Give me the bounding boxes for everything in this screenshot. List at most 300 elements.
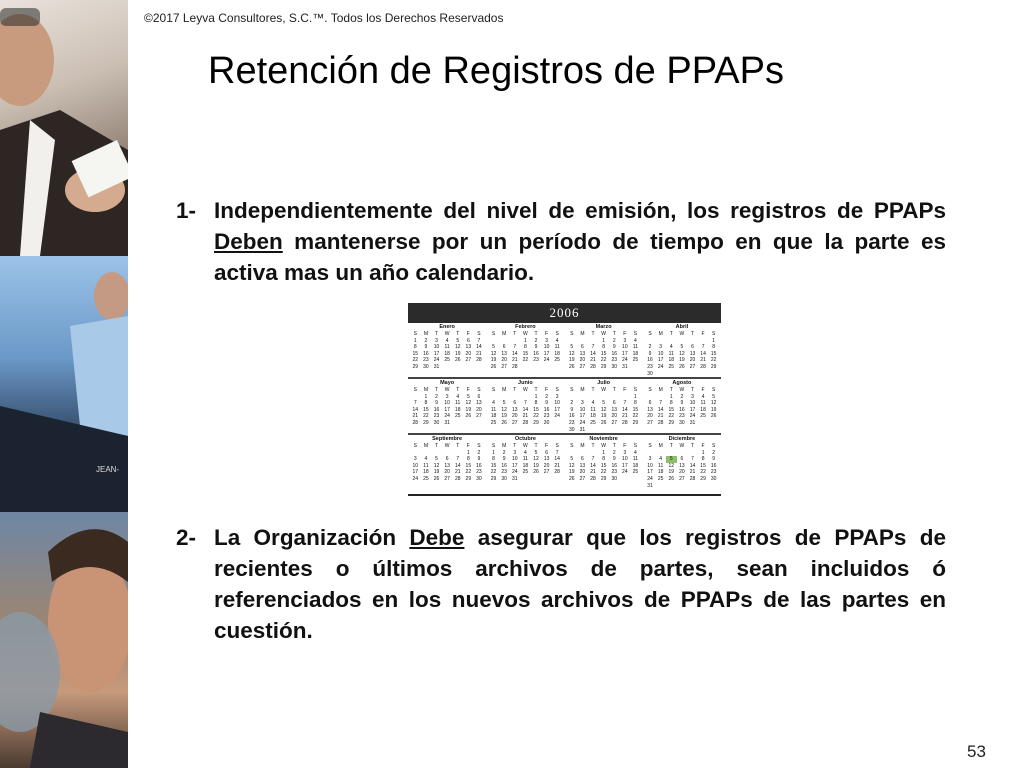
calendar-day: 13	[501, 350, 507, 357]
calendar-day: 8	[534, 400, 538, 407]
calendar-day: 25	[444, 357, 450, 364]
calendar-day: 1	[466, 449, 470, 456]
calendar-day: 22	[700, 469, 706, 476]
calendar-day: 13	[579, 462, 586, 469]
calendar-day: 18	[657, 469, 664, 476]
calendar-month	[486, 435, 564, 491]
calendar-day: 25	[490, 419, 497, 426]
calendar-day: 19	[569, 469, 575, 476]
calendar-day: 27	[611, 419, 617, 426]
calendar-day: 12	[465, 400, 472, 407]
calendar-day: 16	[433, 406, 440, 413]
calendar-day: 27	[689, 363, 696, 370]
calendar-day: 18	[668, 357, 675, 364]
calendar-day: 24	[511, 469, 518, 476]
calendar-day: 19	[533, 462, 539, 469]
calendar-day: 13	[689, 350, 696, 357]
calendar-day: 24	[554, 413, 560, 420]
calendar-day: 14	[476, 344, 482, 351]
calendar-day: 11	[444, 344, 450, 351]
calendar-day: 3	[413, 456, 417, 463]
calendar-day: 26	[533, 469, 539, 476]
calendar-day: 8	[669, 400, 673, 407]
calendar-day: 18	[522, 462, 529, 469]
calendar-day: 14	[700, 350, 706, 357]
calendar-day: 5	[570, 344, 574, 351]
calendar-day: 1	[492, 449, 495, 456]
calendar-day: 24	[543, 357, 550, 364]
calendar-day: 15	[465, 462, 472, 469]
calendar-day: 5	[466, 393, 470, 400]
calendar-day: 14	[554, 456, 560, 463]
calendar-day: 16	[543, 406, 550, 413]
calendar-day: 19	[490, 357, 497, 364]
calendar-day: 6	[581, 344, 584, 351]
calendar-day: 21	[700, 357, 706, 364]
calendar-day: 19	[600, 413, 607, 420]
calendar-day: 17	[657, 357, 664, 364]
calendar-day: 26	[710, 413, 717, 420]
weekday-label: M	[502, 443, 507, 449]
calendar-day: 4	[634, 449, 637, 456]
photo-woman-phone	[0, 256, 128, 512]
calendar-month	[486, 379, 564, 435]
calendar-day: 11	[522, 456, 528, 463]
calendar-month	[486, 323, 564, 379]
calendar-day: 11	[632, 344, 639, 351]
calendar-day: 14	[522, 406, 529, 413]
item-text: La Organización Debe asegurar que los registros de PPAPs de recientes o últimos archivos de partes, sean incluidos ó referenciados en los nuevos archivos de PPAPs de las partes en cuestión.	[214, 525, 946, 643]
weekday-label: F	[701, 387, 705, 393]
calendar-day: 15	[710, 350, 717, 357]
calendar-month	[565, 379, 643, 435]
calendar-day: 19	[454, 350, 461, 357]
calendar-day: 22	[465, 469, 472, 476]
calendar-day: 10	[579, 406, 586, 413]
calendar-day: 4	[555, 337, 559, 344]
calendar-day: 27	[501, 363, 507, 370]
weekday-label: S	[491, 331, 496, 337]
underlined-word: Deben	[214, 229, 283, 254]
calendar-day: 23	[543, 413, 550, 420]
calendar-day: 26	[679, 363, 685, 370]
calendar-day: 28	[454, 475, 461, 482]
calendar-day: 9	[424, 344, 428, 351]
weekday-label: F	[545, 331, 549, 337]
calendar-day: 27	[476, 413, 482, 420]
calendar-day: 17	[622, 350, 628, 357]
weekday-label: S	[648, 443, 652, 449]
calendar-day: 10	[622, 344, 628, 351]
calendar-day: 13	[444, 462, 450, 469]
calendar-day: 23	[611, 357, 617, 364]
calendar-day: 25	[700, 413, 706, 420]
calendar-day: 29	[465, 475, 472, 482]
calendar-day: 17	[647, 469, 653, 476]
calendar-day: 3	[435, 337, 438, 344]
calendar-day: 26	[600, 419, 607, 426]
weekday-label: T	[612, 331, 616, 337]
calendar-day: 18	[554, 350, 560, 357]
calendar-day: 18	[700, 406, 706, 413]
weekday-label: M	[580, 387, 585, 393]
calendar-day: 6	[477, 393, 481, 400]
weekday-label: T	[534, 443, 538, 449]
calendar-day: 30	[501, 475, 507, 482]
calendar-day: 8	[424, 400, 428, 407]
calendar-day: 24	[412, 475, 419, 482]
calendar-day: 7	[513, 344, 517, 351]
calendar-day: 30	[543, 419, 550, 426]
month-name: Agosto	[672, 380, 692, 386]
calendar-day: 10	[647, 462, 653, 469]
calendar-day: 11	[490, 406, 497, 413]
month-name: Septiembre	[432, 436, 463, 442]
calendar-day: 17	[579, 413, 586, 420]
month-name: Febrero	[515, 324, 536, 330]
calendar-year: 2006	[408, 303, 721, 323]
calendar-day: 24	[657, 363, 664, 370]
weekday-label: S	[413, 331, 417, 337]
weekday-label: M	[423, 331, 428, 337]
calendar-day: 16	[710, 462, 717, 469]
calendar-day: 11	[554, 344, 560, 351]
calendar-day: 13	[579, 350, 586, 357]
item-number: 1-	[176, 198, 197, 223]
calendar-day: 16	[533, 350, 539, 357]
calendar-day: 3	[623, 449, 627, 456]
calendar-day: 29	[600, 475, 607, 482]
calendar-day: 3	[545, 337, 548, 344]
weekday-label: W	[523, 443, 528, 449]
calendar-day: 12	[490, 350, 497, 357]
calendar-day: 16	[611, 350, 617, 357]
calendar-day: 6	[502, 344, 506, 351]
calendar-day: 23	[423, 357, 429, 364]
calendar-day: 5	[456, 337, 460, 344]
calendar-day: 25	[590, 419, 596, 426]
calendar-day: 26	[490, 363, 497, 370]
calendar-day: 29	[632, 419, 639, 426]
calendar-day: 7	[456, 456, 460, 463]
weekday-label: F	[623, 443, 627, 449]
weekday-label: F	[701, 331, 705, 337]
calendar-day: 6	[581, 456, 584, 463]
calendar-month	[408, 323, 486, 379]
calendar-day: 6	[445, 456, 449, 463]
calendar-day: 30	[679, 419, 685, 426]
calendar-day: 28	[590, 363, 596, 370]
calendar-day: 4	[523, 449, 527, 456]
calendar-day: 15	[412, 350, 419, 357]
calendar-day: 1	[712, 337, 716, 344]
weekday-label: W	[444, 331, 450, 337]
calendar-day: 14	[454, 462, 461, 469]
calendar-day: 2	[570, 400, 574, 407]
calendar-day: 5	[712, 393, 716, 400]
calendar-day: 10	[543, 344, 550, 351]
calendar-day: 21	[590, 357, 596, 364]
calendar-day: 3	[555, 393, 559, 400]
calendar-day: 28	[622, 419, 628, 426]
calendar-day: 9	[612, 456, 616, 463]
calendar-day: 30	[476, 475, 482, 482]
calendar-day: 15	[522, 350, 529, 357]
page-title: Retención de Registros de PPAPs	[208, 50, 784, 92]
month-name: Mayo	[440, 380, 455, 386]
calendar-day: 15	[700, 462, 706, 469]
calendar-day: 4	[634, 337, 637, 344]
weekday-label: T	[690, 443, 694, 449]
calendar-day: 25	[454, 413, 461, 420]
calendar-day: 7	[555, 449, 559, 456]
calendar-day: 27	[679, 475, 685, 482]
calendar-day: 3	[445, 393, 449, 400]
calendar-day: 23	[679, 413, 685, 420]
weekday-label: M	[423, 387, 428, 393]
weekday-label: S	[570, 387, 574, 393]
weekday-label: S	[477, 331, 481, 337]
weekday-label: M	[658, 331, 663, 337]
calendar-day: 24	[689, 413, 696, 420]
calendar-day: 11	[455, 400, 461, 407]
calendar-day: 11	[700, 400, 706, 407]
calendar-day: 9	[570, 406, 574, 413]
month-name: Abril	[675, 324, 689, 330]
calendar-day: 15	[533, 406, 539, 413]
calendar-day: 3	[623, 337, 627, 344]
weekday-label: F	[701, 443, 705, 449]
weekday-label: T	[513, 443, 517, 449]
weekday-label: M	[580, 443, 585, 449]
weekday-label: T	[591, 331, 595, 337]
calendar-day: 1	[602, 449, 605, 456]
weekday-label: S	[491, 387, 496, 393]
weekday-label: T	[513, 331, 517, 337]
calendar-day: 29	[533, 419, 539, 426]
calendar-day: 27	[511, 419, 518, 426]
calendar-day: 31	[444, 419, 450, 426]
calendar-day: 28	[511, 363, 518, 370]
weekday-label: T	[669, 331, 673, 337]
calendar-day: 3	[648, 456, 652, 463]
calendar-day: 9	[612, 344, 616, 351]
calendar-day: 27	[647, 419, 653, 426]
photo-strip	[0, 0, 128, 768]
weekday-label: W	[601, 387, 606, 393]
calendar-day: 4	[659, 456, 663, 463]
calendar-day: 8	[602, 456, 605, 463]
calendar-day: 5	[435, 456, 438, 463]
calendar-day: 14	[590, 462, 596, 469]
calendar-day: 28	[657, 419, 664, 426]
weekday-label: S	[413, 387, 417, 393]
calendar-day: 24	[579, 419, 586, 426]
calendar-day: 6	[680, 456, 684, 463]
calendar-day: 29	[600, 363, 607, 370]
calendar-day: 19	[501, 413, 507, 420]
calendar-day: 19	[679, 357, 685, 364]
calendar-day: 23	[501, 469, 507, 476]
weekday-label: S	[633, 331, 638, 337]
calendar-day: 20	[579, 469, 586, 476]
calendar-day: 25	[657, 475, 664, 482]
item-text: Independientemente del nivel de emisión, los registros de PPAPs Deben mantenerse por un período de tiempo en que la parte es activa mas un año calendario.	[214, 198, 946, 285]
weekday-label: S	[570, 331, 574, 337]
calendar-day: 1	[634, 393, 637, 400]
weekday-label: S	[477, 443, 481, 449]
calendar-day: 21	[511, 357, 518, 364]
calendar-day: 9	[648, 350, 652, 357]
calendar-day: 8	[634, 400, 637, 407]
calendar-day: 13	[647, 406, 653, 413]
calendar-day: 29	[490, 475, 497, 482]
weekday-label: T	[591, 387, 595, 393]
calendar-day: 16	[476, 462, 482, 469]
calendar-day: 9	[477, 456, 481, 463]
month-name: Diciembre	[668, 436, 696, 442]
calendar-day: 15	[600, 462, 607, 469]
calendar-day: 16	[647, 357, 653, 364]
calendar-day: 6	[545, 449, 548, 456]
calendar-day: 20	[543, 462, 550, 469]
calendar-day: 12	[600, 406, 607, 413]
calendar-day: 10	[433, 344, 440, 351]
calendar-day: 6	[466, 337, 470, 344]
calendar-day: 21	[522, 413, 529, 420]
weekday-label: S	[555, 387, 559, 393]
calendar-day: 25	[632, 469, 639, 476]
calendar-day: 17	[554, 406, 560, 413]
calendar-day: 8	[466, 456, 470, 463]
calendar-day: 8	[492, 456, 495, 463]
weekday-label: S	[413, 443, 417, 449]
weekday-label: T	[456, 331, 460, 337]
calendar-month	[643, 379, 721, 435]
calendar-day: 21	[590, 469, 596, 476]
weekday-label: M	[580, 331, 585, 337]
month-name: Marzo	[595, 324, 612, 330]
calendar-day: 16	[611, 462, 617, 469]
weekday-label: F	[623, 387, 627, 393]
list-item-1	[176, 195, 946, 288]
calendar-month	[408, 379, 486, 435]
weekday-label: S	[648, 387, 652, 393]
calendar-day: 28	[476, 357, 482, 364]
calendar-day: 30	[433, 419, 440, 426]
calendar-day: 14	[412, 406, 419, 413]
calendar-day: 20	[679, 469, 685, 476]
weekday-label: S	[477, 387, 481, 393]
calendar-day: 14	[622, 406, 628, 413]
calendar-day: 13	[511, 406, 518, 413]
calendar-day: 27	[444, 475, 450, 482]
weekday-label: T	[513, 387, 517, 393]
weekday-label: W	[523, 331, 528, 337]
calendar-day: 4	[456, 393, 460, 400]
calendar-day: 19	[433, 469, 440, 476]
calendar-day: 8	[701, 456, 705, 463]
calendar-day: 22	[533, 413, 539, 420]
weekday-label: T	[591, 443, 595, 449]
calendar-day: 7	[701, 344, 705, 351]
calendar-day: 10	[412, 462, 419, 469]
calendar-day: 7	[591, 344, 595, 351]
calendar-day: 22	[668, 413, 675, 420]
calendar-day: 12	[569, 462, 575, 469]
calendar-day: 25	[668, 363, 675, 370]
weekday-label: S	[570, 443, 574, 449]
calendar-day: 22	[600, 469, 607, 476]
weekday-label: T	[434, 331, 439, 337]
calendar-day: 4	[445, 337, 449, 344]
calendar-day: 2	[435, 393, 438, 400]
item-number: 2-	[176, 525, 197, 550]
weekday-label: M	[658, 443, 663, 449]
calendar-day: 16	[423, 350, 429, 357]
calendar-day: 2	[477, 449, 481, 456]
calendar-day: 13	[476, 400, 482, 407]
calendar-day: 18	[454, 406, 461, 413]
weekday-label: F	[466, 443, 470, 449]
calendar-day: 18	[632, 350, 639, 357]
copyright-text: ©2017 Leyva Consultores, S.C.™. Todos los Derechos Reservados	[144, 11, 504, 25]
calendar-day: 19	[710, 406, 717, 413]
photo-man-reading	[0, 0, 128, 256]
calendar-day: 27	[465, 357, 472, 364]
weekday-label: S	[555, 331, 559, 337]
weekday-label: W	[444, 387, 450, 393]
weekday-label: W	[679, 387, 685, 393]
calendar-day: 21	[657, 413, 664, 420]
calendar-day: 8	[712, 344, 716, 351]
calendar-day: 26	[668, 475, 675, 482]
calendar-day: 21	[554, 462, 560, 469]
calendar-day: 28	[554, 469, 560, 476]
calendar-day: 16	[569, 413, 575, 420]
calendar-day: 1	[413, 337, 417, 344]
weekday-label: W	[444, 443, 450, 449]
calendar-day: 3	[691, 393, 694, 400]
calendar-day: 3	[581, 400, 584, 407]
calendar-day: 29	[423, 419, 429, 426]
calendar-day: 31	[622, 363, 628, 370]
calendar-image	[408, 303, 721, 496]
calendar-day: 14	[511, 350, 518, 357]
calendar-day: 17	[433, 350, 440, 357]
weekday-label: F	[623, 331, 627, 337]
calendar-day: 29	[700, 475, 706, 482]
calendar-day: 1	[602, 337, 605, 344]
calendar-day: 20	[465, 350, 472, 357]
photo-man-face	[0, 512, 128, 768]
calendar-day: 14	[689, 462, 696, 469]
calendar-day: 9	[435, 400, 438, 407]
calendar-day: 20	[647, 413, 653, 420]
weekday-label: M	[423, 443, 428, 449]
weekday-label: S	[712, 443, 716, 449]
calendar-day: 23	[433, 413, 440, 420]
calendar-day: 28	[412, 419, 419, 426]
calendar-day: 15	[423, 406, 429, 413]
page-number: 53	[967, 742, 986, 761]
weekday-label: W	[601, 331, 606, 337]
calendar-day: 23	[611, 469, 617, 476]
calendar-day: 25	[554, 357, 560, 364]
calendar-day: 20	[611, 413, 617, 420]
calendar-day: 2	[612, 337, 616, 344]
calendar-day: 10	[511, 456, 518, 463]
